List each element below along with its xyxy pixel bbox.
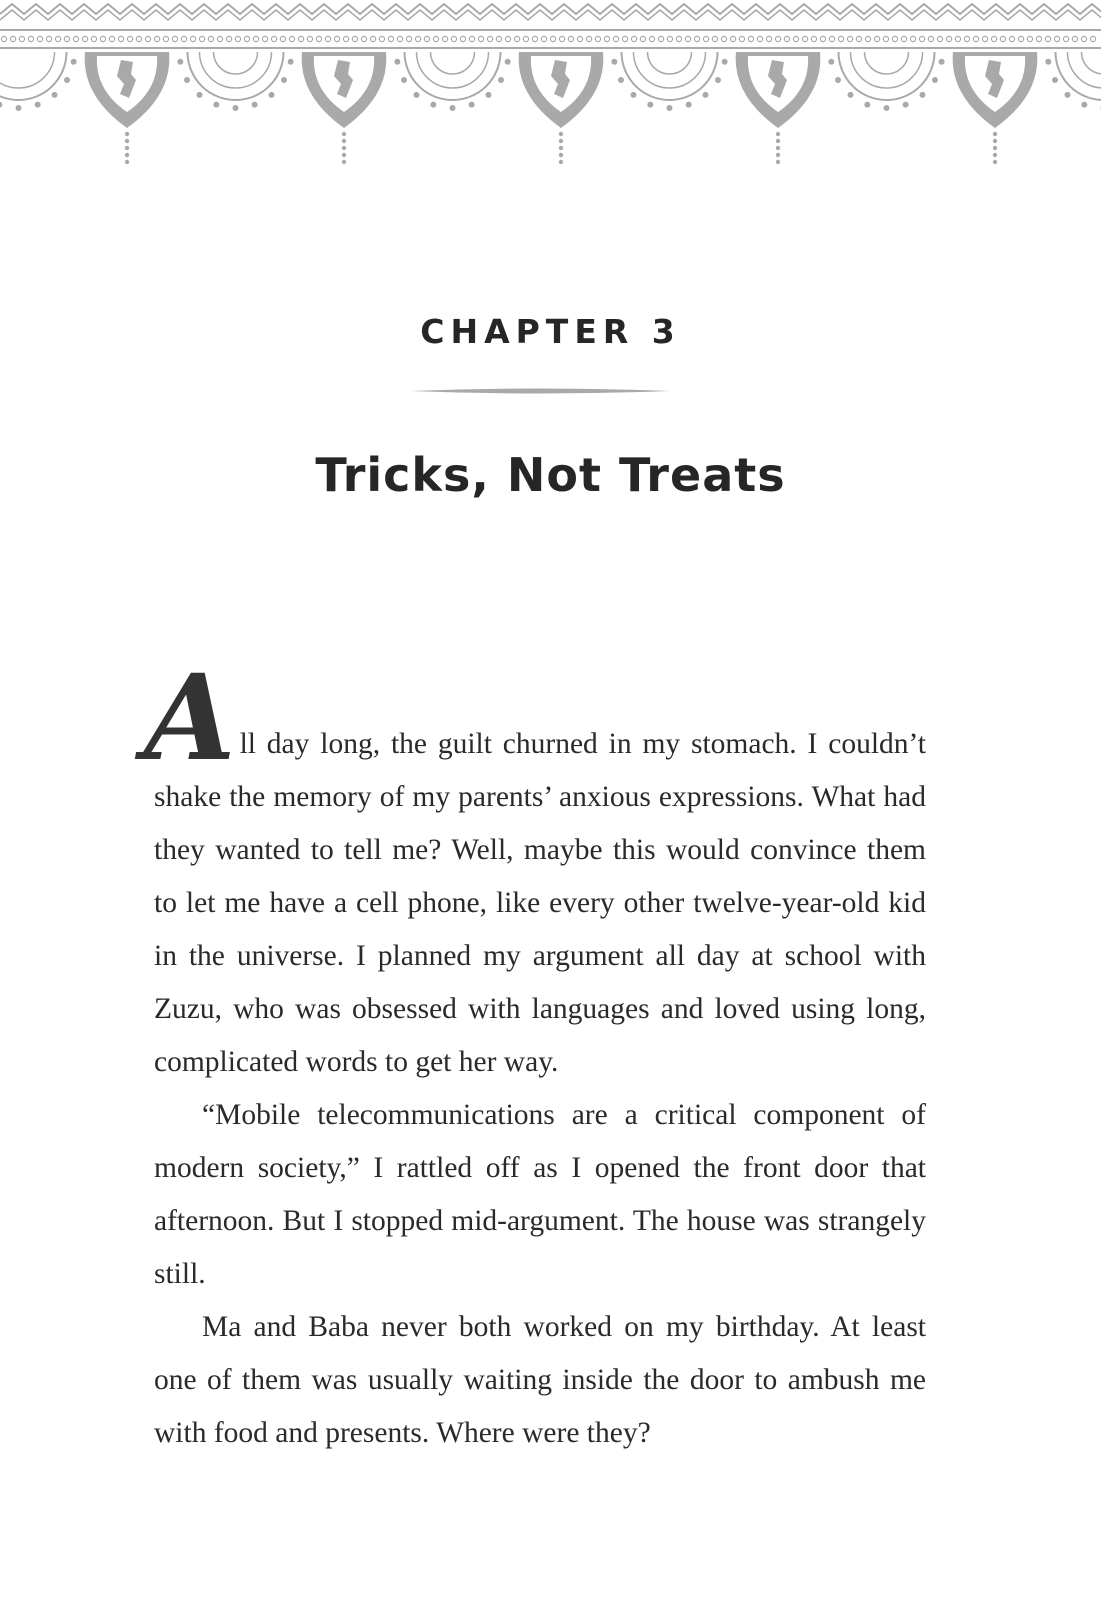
chapter-title: Tricks, Not Treats: [315, 448, 786, 502]
chapter-divider: [410, 386, 670, 396]
drop-cap: A: [144, 648, 236, 787]
decorative-header-border: [0, 0, 1101, 175]
chapter-number: CHAPTER 3: [420, 312, 681, 351]
chapter-body: [144, 648, 926, 1460]
paragraph-2: “Mobile telecommunications are a critical component of modern society,” I rattled off as I opened the front door that afternoon. But I stopped mid-argument. The house was strangely still.: [154, 1099, 926, 1290]
paragraph-1-text: ll day long, the guilt churned in my stomach. I couldn’t shake the memory of my parents’ anxious expressions. What had they wanted to tell me? Well, maybe this would convince them to let me have a cell phone, like every other twelve-year-old kid in the universe. I planned my argument all day at school with Zuzu, who was obsessed with languages and loved using long, complicated words to get her way.: [154, 728, 926, 1078]
paragraph-3: Ma and Baba never both worked on my birthday. At least one of them was usually waiting inside the door to ambush me with food and presents. Where were they?: [154, 1311, 926, 1449]
paragraph-1: [144, 648, 926, 1089]
